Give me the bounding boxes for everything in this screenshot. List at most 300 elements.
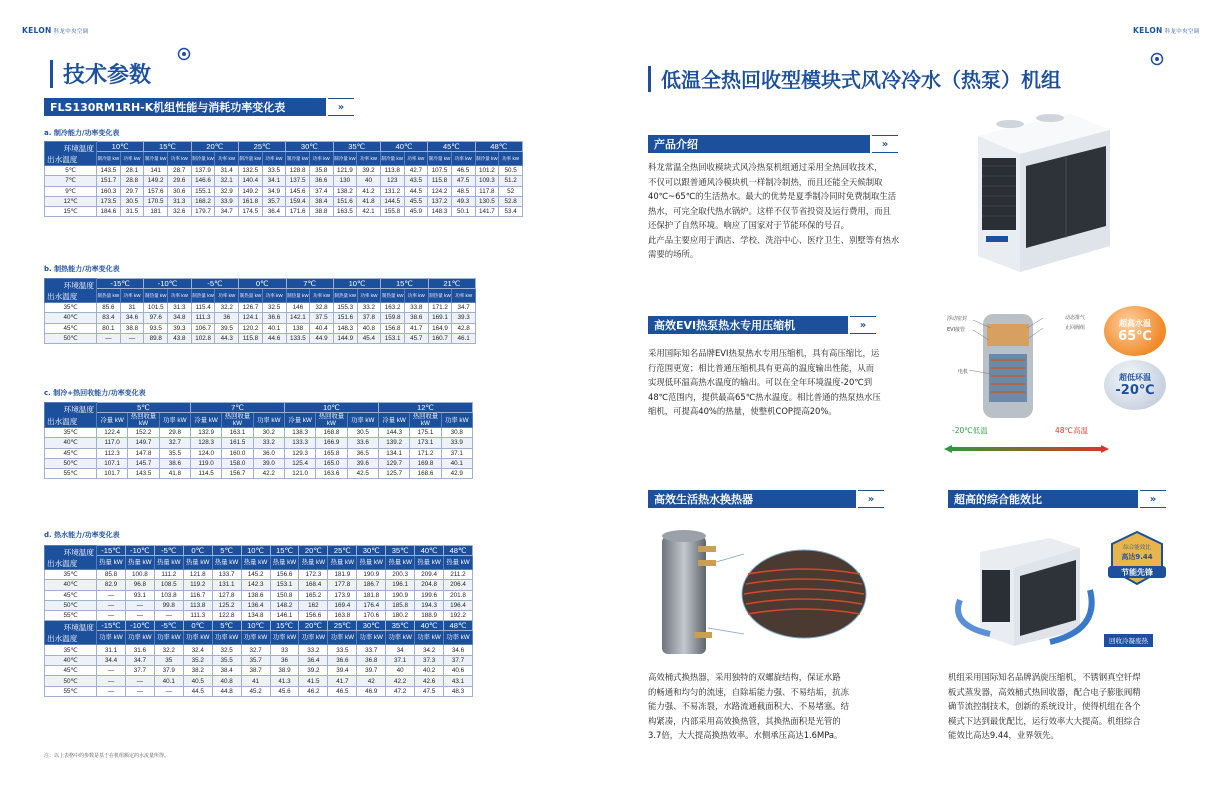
table-cell: 40.6 [444, 666, 473, 676]
table-cell: 138.2 [333, 186, 357, 196]
table-cell: 177.8 [328, 580, 357, 590]
unit-header: 热量 kW [125, 556, 154, 570]
unit-header: 热量 kW [299, 556, 328, 570]
chiller-unit-illustration [960, 96, 1120, 276]
table-cell: 171.6 [286, 207, 310, 217]
unit-header: 功率 kW [328, 631, 357, 645]
table-cell: 144.9 [333, 333, 357, 343]
table-cell: 85.8 [97, 570, 126, 580]
table-cell: — [97, 611, 126, 621]
table-cell: 159.4 [286, 196, 310, 206]
registered-mark-icon [1150, 52, 1164, 66]
table-cell: 161.5 [222, 438, 253, 448]
table-cell: 33.8 [404, 303, 428, 313]
paragraph-line: 需要的场所。 [648, 249, 699, 259]
unit-header: 制热量 kW [97, 289, 121, 303]
table-cell: 12℃ [45, 196, 97, 206]
table-corner-cell [45, 279, 97, 303]
table-cell: 82.9 [97, 580, 126, 590]
table-cell: 46.5 [451, 166, 475, 176]
table-cell: 146 [286, 303, 310, 313]
table-cell: 34.4 [97, 655, 126, 665]
table-cell: 37.3 [415, 655, 444, 665]
temp-header: 40℃ [380, 142, 427, 152]
temp-header: 10℃ [284, 403, 378, 413]
table-cell: 42.2 [253, 469, 284, 479]
table-cell: 160.0 [222, 448, 253, 458]
hx-section-bar: 高效生活热水换热器 » [648, 490, 856, 508]
table-cell: 41.8 [159, 469, 190, 479]
chevron-right-icon: » [328, 98, 354, 116]
table-cell: 34.7 [125, 655, 154, 665]
table-cell: 33.2 [357, 303, 381, 313]
unit-header: 功率 kW [183, 631, 212, 645]
table-cell: 153.1 [270, 580, 299, 590]
table-cell: 119.0 [190, 458, 221, 468]
table-cell: — [154, 611, 183, 621]
table-cell: 45.6 [270, 686, 299, 696]
table-cell: 130 [333, 176, 357, 186]
unit-header: 热量 kW [386, 556, 415, 570]
table-cell: 42.1 [357, 207, 381, 217]
table-cell: 34.2 [415, 645, 444, 655]
table-cell: 29.6 [167, 176, 191, 186]
table-cell: 41.5 [299, 676, 328, 686]
table-cell: 40.1 [262, 323, 286, 333]
table-cell: 143.5 [97, 166, 121, 176]
table-cell: 142.3 [241, 580, 270, 590]
table-cell: 80.1 [97, 323, 121, 333]
table-row [45, 196, 523, 206]
paragraph-line: 还保护了自然环境。响应了国家对于节能环保的号召。 [648, 220, 849, 230]
brand-logo-right: KELON 科龙中央空调 [1133, 26, 1200, 35]
table-cell: 181.9 [328, 570, 357, 580]
table-cell: 155.1 [191, 186, 215, 196]
table-cell: 31.3 [168, 303, 192, 313]
table-cell: 31.4 [215, 166, 239, 176]
table-cell: 134.1 [378, 448, 409, 458]
unit-header: 功率 kW [125, 631, 154, 645]
table-cell: 149.2 [144, 176, 168, 186]
corner-top-label: 环境温度 [63, 623, 94, 633]
table-cell: 37.1 [386, 655, 415, 665]
table-cell: 34.1 [262, 176, 286, 186]
table-cell: 46.5 [328, 686, 357, 696]
table-cell: 38.4 [309, 196, 333, 206]
table-cell: 181.8 [357, 590, 386, 600]
unit-header: 功率 kW [499, 152, 523, 166]
table-row [45, 570, 473, 580]
table-cell: 185.8 [386, 600, 415, 610]
unit-header: 热量 kW [444, 556, 473, 570]
table-b-title: b. 制热能力/功率变化表 [44, 265, 120, 273]
table-cell: 128.3 [190, 438, 221, 448]
table-cell: 128.8 [286, 166, 310, 176]
right-page-title: 低温全热回收型模块式风冷冷水（热泵）机组 [648, 64, 1061, 93]
temp-header: 15℃ [270, 621, 299, 631]
header-row [45, 279, 476, 289]
unit-header: 热量 kW [241, 556, 270, 570]
table-cell: 173.5 [97, 196, 121, 206]
table-cell: 31.1 [97, 645, 126, 655]
unit-header: 制热量 kW [239, 289, 263, 303]
temp-header: 12℃ [378, 403, 472, 413]
table-cell: 156.6 [270, 570, 299, 580]
table-cell: 153.1 [381, 333, 405, 343]
unit-header: 功率 kW [154, 631, 183, 645]
table-cell: 45℃ [45, 666, 97, 676]
table-cell: 55℃ [45, 469, 97, 479]
table-cell: 141 [144, 166, 168, 176]
corner-bottom-label: 出水温度 [47, 634, 78, 644]
table-row [45, 458, 473, 468]
unit-header: 功率 kW [347, 413, 378, 428]
paragraph-line: 此产品主要应用于酒店、学校、洗浴中心、医疗卫生、别墅等有热水 [648, 234, 900, 245]
table-cell: 131.1 [212, 580, 241, 590]
temp-header: 35℃ [386, 546, 415, 556]
temp-header: 15℃ [144, 142, 191, 152]
table-cell: 157.6 [144, 186, 168, 196]
unit-header: 功率 kW [357, 152, 381, 166]
table-cell: 36.6 [262, 313, 286, 323]
table-cell: 33.9 [215, 196, 239, 206]
table-cell: 211.2 [444, 570, 473, 580]
temp-header: 48℃ [444, 621, 473, 631]
unit-header: 功率 kW [253, 413, 284, 428]
table-cell: 42.8 [452, 323, 476, 333]
table-cell: 150.8 [270, 590, 299, 600]
unit-header: 功率 kW [167, 152, 191, 166]
table-cell: 115.8 [428, 176, 452, 186]
table-cell: 7℃ [45, 176, 97, 186]
unit-header: 热回收量 kW [222, 413, 253, 428]
table-cell: 107.5 [428, 166, 452, 176]
table-cell: 32.9 [215, 186, 239, 196]
table-cell: 50℃ [45, 600, 97, 610]
table-cell: 131.2 [380, 186, 404, 196]
table-cell: 35℃ [45, 303, 97, 313]
temp-header: 30℃ [357, 546, 386, 556]
table-cell: 39.7 [357, 666, 386, 676]
table-cell: 36.4 [299, 655, 328, 665]
table-cell: 121.8 [183, 570, 212, 580]
efficiency-section-bar: 超高的综合能效比 » [948, 490, 1138, 508]
unit-header: 制冷量 kW [286, 152, 310, 166]
table-cell: 156.7 [222, 469, 253, 479]
table-cell: 89.8 [144, 333, 168, 343]
unit-header: 制热量 kW [333, 289, 357, 303]
unit-header: 功率 kW [97, 631, 126, 645]
table-corner-cell [45, 142, 97, 166]
table-cell: 132.5 [238, 166, 262, 176]
table-corner-cell [45, 621, 97, 645]
table-cell: 142.1 [286, 313, 310, 323]
table-row [45, 428, 473, 438]
table-cell: 42.6 [415, 676, 444, 686]
table-cell: 134.8 [241, 611, 270, 621]
table-cell: 35.2 [183, 655, 212, 665]
table-cell: 41.8 [357, 196, 381, 206]
subheader-row [45, 413, 473, 428]
table-cell: 143.5 [128, 469, 159, 479]
table-cell: 170.5 [144, 196, 168, 206]
brand-logo-left: KELON 科龙中央空调 [22, 26, 89, 35]
table-cell: 122.8 [212, 611, 241, 621]
table-cell: — [97, 333, 121, 343]
table-cell: 141.7 [475, 207, 499, 217]
table-cell: 132.9 [190, 428, 221, 438]
table-cell: 148.2 [270, 600, 299, 610]
table-row [45, 333, 476, 343]
table-cell: 35 [154, 655, 183, 665]
unit-header: 功率 kW [168, 289, 192, 303]
registered-mark-icon [177, 47, 191, 61]
table-cell: 124.0 [190, 448, 221, 458]
table-cell: 96.8 [125, 580, 154, 590]
table-cell: 45.5 [404, 196, 428, 206]
table-cell: 163.8 [328, 611, 357, 621]
table-cell: 41.2 [357, 186, 381, 196]
table-row [45, 448, 473, 458]
table-cell: 47.5 [451, 176, 475, 186]
table-cell: 34.8 [168, 313, 192, 323]
table-a-title: a. 制冷能力/功率变化表 [44, 129, 120, 137]
unit-header: 功率 kW [357, 289, 381, 303]
table-cell: 147.8 [128, 448, 159, 458]
table-cell: 107.1 [97, 458, 128, 468]
temp-header: -10℃ [144, 279, 191, 289]
paragraph-line: 行范围更宽；相比普通压缩机具有更高的温度输出性能，从而 [648, 362, 875, 373]
table-cell: 145.2 [241, 570, 270, 580]
temperature-range-arrow [944, 435, 1109, 455]
table-cell: 151.6 [333, 313, 357, 323]
table-cell: 39.4 [328, 666, 357, 676]
unit-header: 功率 kW [241, 631, 270, 645]
table-cell: — [120, 333, 144, 343]
table-cell: 32.4 [183, 645, 212, 655]
unit-header: 热量 kW [97, 556, 126, 570]
temp-header: 15℃ [381, 279, 428, 289]
temp-header: 10℃ [241, 621, 270, 631]
table-cell: 41 [241, 676, 270, 686]
table-cell: 161.8 [238, 196, 262, 206]
unit-header: 制冷量 kW [475, 152, 499, 166]
unit-header: 功率 kW [452, 289, 476, 303]
table-cell: 37.5 [310, 313, 334, 323]
table-cell: 93.1 [125, 590, 154, 600]
table-row [45, 207, 523, 217]
unit-header: 功率 kW [386, 631, 415, 645]
table-cell: 169.4 [328, 600, 357, 610]
temp-header: 30℃ [286, 142, 333, 152]
table-cell: 30.8 [441, 428, 472, 438]
table-cell: 113.8 [380, 166, 404, 176]
chevron-right-icon: » [872, 135, 898, 153]
table-cell: 156.6 [299, 611, 328, 621]
table-row [45, 313, 476, 323]
table-cell: 46.9 [357, 686, 386, 696]
label-motor: 电机 [958, 369, 969, 375]
unit-header: 制冷量 kW [238, 152, 262, 166]
table-cell: — [125, 686, 154, 696]
subheader-row [45, 631, 473, 645]
unit-header: 功率 kW [404, 152, 428, 166]
subheader-row [45, 152, 523, 166]
table-corner-cell [45, 403, 97, 428]
paragraph-line: 模式下达到最优配比，运行效率大大提高。机组综合 [948, 715, 1141, 726]
table-cell: 171.2 [428, 303, 452, 313]
paragraph-line: 不仅可以跟普通风冷模块机一样制冷制热，而且还能全天候制取 [648, 176, 883, 187]
table-cell: 45.4 [357, 333, 381, 343]
hotwater-table [44, 545, 473, 697]
table-cell: 133.5 [286, 333, 310, 343]
table-cell: 159.8 [381, 313, 405, 323]
table-cell: 37.4 [309, 186, 333, 196]
table-cell: 40.2 [415, 666, 444, 676]
table-cell: 35℃ [45, 645, 97, 655]
table-cell: 184.6 [97, 207, 121, 217]
table-cell: 111.3 [191, 313, 215, 323]
table-cell: 148.3 [428, 207, 452, 217]
table-cell: 40 [386, 666, 415, 676]
table-cell: — [97, 676, 126, 686]
table-cell: 45℃ [45, 590, 97, 600]
table-d-title: d. 热水能力/功率变化表 [44, 531, 120, 539]
corner-bottom-label: 出水温度 [47, 417, 78, 426]
intro-section-bar: 产品介绍 » [648, 135, 870, 153]
table-cell: 180.2 [386, 611, 415, 621]
unit-header: 制冷量 kW [333, 152, 357, 166]
paragraph-line: 构紧凑，内部采用高效换热管，其换热面积是光管的 [648, 715, 841, 726]
heat-exchanger-illustration [652, 524, 872, 662]
table-row [45, 303, 476, 313]
temp-header: 10℃ [333, 279, 380, 289]
unit-header: 功率 kW [309, 152, 333, 166]
table-cell: 34.6 [444, 645, 473, 655]
table-cell: 43.1 [444, 676, 473, 686]
table-cell: 119.2 [183, 580, 212, 590]
table-row [45, 666, 473, 676]
table-cell: 111.2 [154, 570, 183, 580]
table-cell: 165.0 [316, 458, 347, 468]
table-cell: 125.4 [284, 458, 315, 468]
table-cell: 28.1 [120, 166, 144, 176]
table-cell: 101.5 [144, 303, 168, 313]
temp-header: 40℃ [415, 546, 444, 556]
table-cell: 155.8 [380, 207, 404, 217]
table-cell: 48.3 [444, 686, 473, 696]
table-cell: 41.3 [270, 676, 299, 686]
evi-paragraph [648, 346, 916, 419]
table-cell: 163.5 [333, 207, 357, 217]
unit-header: 热量 kW [212, 556, 241, 570]
efficiency-paragraph [948, 670, 1198, 743]
unit-header: 制冷量 kW [380, 152, 404, 166]
table-cell: 122.4 [97, 428, 128, 438]
table-cell: 155.3 [333, 303, 357, 313]
temp-header: 15℃ [270, 546, 299, 556]
table-cell: 41.7 [328, 676, 357, 686]
table-cell: 36 [215, 313, 239, 323]
table-row [45, 686, 473, 696]
unit-header: 热回收量 kW [410, 413, 441, 428]
table-cell: — [125, 611, 154, 621]
paragraph-line: 40℃~65℃的生活热水。最大的优势是夏季制冷同时免费制取生活 [648, 191, 897, 201]
table-cell: 35.7 [262, 196, 286, 206]
table-cell: 34 [386, 645, 415, 655]
table-cell: 38.6 [404, 313, 428, 323]
cooling-table [44, 141, 523, 217]
paragraph-line: 板式蒸发器，高效桶式热回收器，配合电子膨胀阀精 [948, 686, 1141, 697]
table-cell: 114.5 [190, 469, 221, 479]
table-cell: 136.4 [241, 600, 270, 610]
unit-header: 制热量 kW [428, 289, 452, 303]
table-cell: 190.9 [357, 570, 386, 580]
table-cell: 200.3 [386, 570, 415, 580]
temp-header: 30℃ [357, 621, 386, 631]
table-cell: 42.9 [441, 469, 472, 479]
table-cell: 38.4 [212, 666, 241, 676]
temp-header: 5℃ [212, 621, 241, 631]
paragraph-line: 3.7倍，大大提高换热效率。水侧承压高达1.6MPa。 [648, 730, 843, 740]
temp-header: -5℃ [154, 546, 183, 556]
table-cell: 51.2 [499, 176, 523, 186]
temp-header: 25℃ [238, 142, 285, 152]
low-ambient-temp-badge: 超低环温 -20℃ [1104, 360, 1166, 410]
unit-header: 制冷量 kW [428, 152, 452, 166]
table-cell: 137.5 [286, 176, 310, 186]
unit-header: 功率 kW [299, 631, 328, 645]
high-water-temp-badge: 超高水温 65℃ [1104, 306, 1166, 356]
temp-header: 48℃ [475, 142, 523, 152]
header-row [45, 546, 473, 556]
table-cell: 173.1 [410, 438, 441, 448]
unit-header: 功率 kW [262, 152, 286, 166]
table-cell: 38.8 [120, 323, 144, 333]
table-cell: 163.6 [316, 469, 347, 479]
unit-header: 功率 kW [415, 631, 444, 645]
unit-header: 功率 kW [120, 289, 144, 303]
table-cell: 121.9 [333, 166, 357, 176]
label-evi-pipe: EVI接管 [947, 327, 966, 333]
table-cell: 34.7 [452, 303, 476, 313]
table-cell: 43.5 [404, 176, 428, 186]
paragraph-line: 能力强、不易冻裂，水路流通截面积大、不易堵塞。结 [648, 701, 849, 711]
table-cell: 186.7 [357, 580, 386, 590]
table-cell: 165.8 [316, 448, 347, 458]
table-cell: 38.2 [183, 666, 212, 676]
subheader-row [45, 289, 476, 303]
table-row [45, 438, 473, 448]
unit-header: 热量 kW [357, 556, 386, 570]
table-cell: 168.2 [191, 196, 215, 206]
hx-paragraph [648, 670, 898, 743]
table-cell: 170.6 [357, 611, 386, 621]
table-cell: 15℃ [45, 207, 97, 217]
table-cell: 29.8 [159, 428, 190, 438]
table-cell: 165.2 [299, 590, 328, 600]
table-cell: 50℃ [45, 676, 97, 686]
table-cell: 36.0 [253, 448, 284, 458]
table-cell: 38.6 [159, 458, 190, 468]
unit-header: 热回收量 kW [316, 413, 347, 428]
temp-header: -10℃ [125, 546, 154, 556]
paragraph-line: 机组采用国际知名品牌涡旋压缩机，不锈钢真空钎焊 [948, 672, 1141, 682]
temp-header: 10℃ [97, 142, 144, 152]
table-cell: 173.9 [328, 590, 357, 600]
header-row [45, 621, 473, 631]
table-cell: 35℃ [45, 570, 97, 580]
